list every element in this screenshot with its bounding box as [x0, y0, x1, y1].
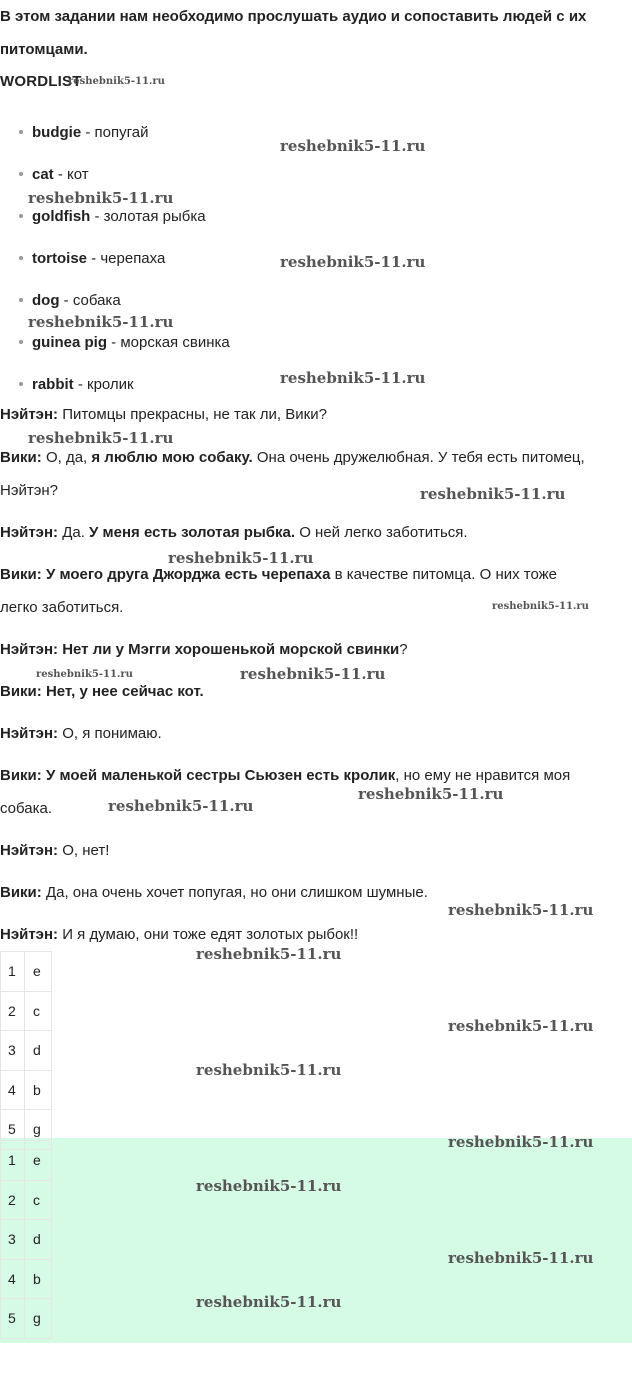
watermark: reshebnik5-11.ru	[196, 945, 342, 963]
dialogue-line: Вики: Нет, у нее сейчас кот.	[0, 683, 204, 700]
watermark: reshebnik5-11.ru	[108, 797, 254, 815]
table-row: 1 e	[1, 1141, 52, 1181]
dialogue-line: Нэйтэн: Нет ли у Мэгги хорошенькой морской свинки?	[0, 641, 408, 658]
dialogue-line-cont: собака.	[0, 800, 53, 817]
bullet-icon	[19, 172, 23, 176]
table-row: 3 d	[1, 1031, 52, 1071]
table-row: 1 e	[1, 952, 52, 992]
watermark: reshebnik5-11.ru	[28, 313, 174, 331]
watermark: reshebnik5-11.ru	[492, 601, 589, 612]
dialogue-line: Вики: О, да, я люблю мою собаку. Она очень дружелюбная. У тебя есть питомец,	[0, 449, 585, 466]
bullet-icon	[19, 130, 23, 134]
dialogue-line: Нэйтэн: Питомцы прекрасны, не так ли, Вики?	[0, 406, 327, 423]
bullet-icon	[19, 256, 23, 260]
task-intro-line1: В этом задании нам необходимо прослушать аудио и сопоставить людей с их	[0, 8, 587, 25]
table-row: 4 b	[1, 1259, 52, 1299]
dialogue-line: Вики: У моего друга Джорджа есть черепаха в качестве питомца. О них тоже	[0, 566, 558, 583]
watermark: reshebnik5-11.ru	[420, 485, 566, 503]
watermark: reshebnik5-11.ru	[448, 1249, 594, 1267]
watermark: reshebnik5-11.ru	[196, 1061, 342, 1079]
watermark: reshebnik5-11.ru	[280, 253, 426, 271]
dialogue-line: Вики: Да, она очень хочет попугая, но они слишком шумные.	[0, 884, 428, 901]
table-row: 5 g	[1, 1110, 52, 1150]
dialogue-line: Нэйтэн: И я думаю, они тоже едят золотых рыбок!!	[0, 926, 359, 943]
watermark: reshebnik5-11.ru	[240, 665, 386, 683]
list-item: guinea pig - морская свинка	[19, 334, 230, 352]
table-row: 3 d	[1, 1220, 52, 1260]
table-row: 2 c	[1, 991, 52, 1031]
watermark: reshebnik5-11.ru	[28, 429, 174, 447]
watermark: reshebnik5-11.ru	[168, 549, 314, 567]
watermark: reshebnik5-11.ru	[448, 1017, 594, 1035]
answer-table-highlighted	[0, 1140, 52, 1339]
answer-table	[0, 951, 52, 1150]
dialogue-line-cont: легко заботиться.	[0, 599, 124, 616]
table-row: 2 c	[1, 1180, 52, 1220]
list-item: budgie - попугай	[19, 124, 148, 142]
watermark: reshebnik5-11.ru	[28, 189, 174, 207]
list-item: dog - собака	[19, 292, 121, 310]
watermark: reshebnik5-11.ru	[196, 1177, 342, 1195]
watermark: reshebnik5-11.ru	[68, 76, 165, 87]
dialogue-line: Нэйтэн: Да. У меня есть золотая рыбка. О ней легко заботиться.	[0, 524, 468, 541]
watermark: reshebnik5-11.ru	[196, 1293, 342, 1311]
dialogue-line: Нэйтэн: О, я понимаю.	[0, 725, 162, 742]
watermark: reshebnik5-11.ru	[280, 369, 426, 387]
bullet-icon	[19, 214, 23, 218]
watermark: reshebnik5-11.ru	[448, 901, 594, 919]
wordlist-title: WORDLIST	[0, 73, 82, 90]
table-row: 5 g	[1, 1299, 52, 1339]
bullet-icon	[19, 340, 23, 344]
bullet-icon	[19, 382, 23, 386]
answer-highlight	[0, 1138, 632, 1343]
list-item: goldfish - золотая рыбка	[19, 208, 206, 226]
watermark: reshebnik5-11.ru	[358, 785, 504, 803]
bullet-icon	[19, 298, 23, 302]
dialogue-line: Вики: У моей маленькой сестры Сьюзен есть кролик, но ему не нравится моя	[0, 767, 571, 784]
task-intro-line2: питомцами.	[0, 41, 88, 58]
dialogue-line: Нэйтэн: О, нет!	[0, 842, 110, 859]
list-item: cat - кот	[19, 166, 89, 184]
list-item: rabbit - кролик	[19, 376, 134, 394]
table-row: 4 b	[1, 1070, 52, 1110]
dialogue-line-cont: Нэйтэн?	[0, 482, 59, 499]
watermark: reshebnik5-11.ru	[36, 669, 133, 680]
list-item: tortoise - черепаха	[19, 250, 165, 268]
watermark: reshebnik5-11.ru	[280, 137, 426, 155]
watermark: reshebnik5-11.ru	[448, 1133, 594, 1151]
